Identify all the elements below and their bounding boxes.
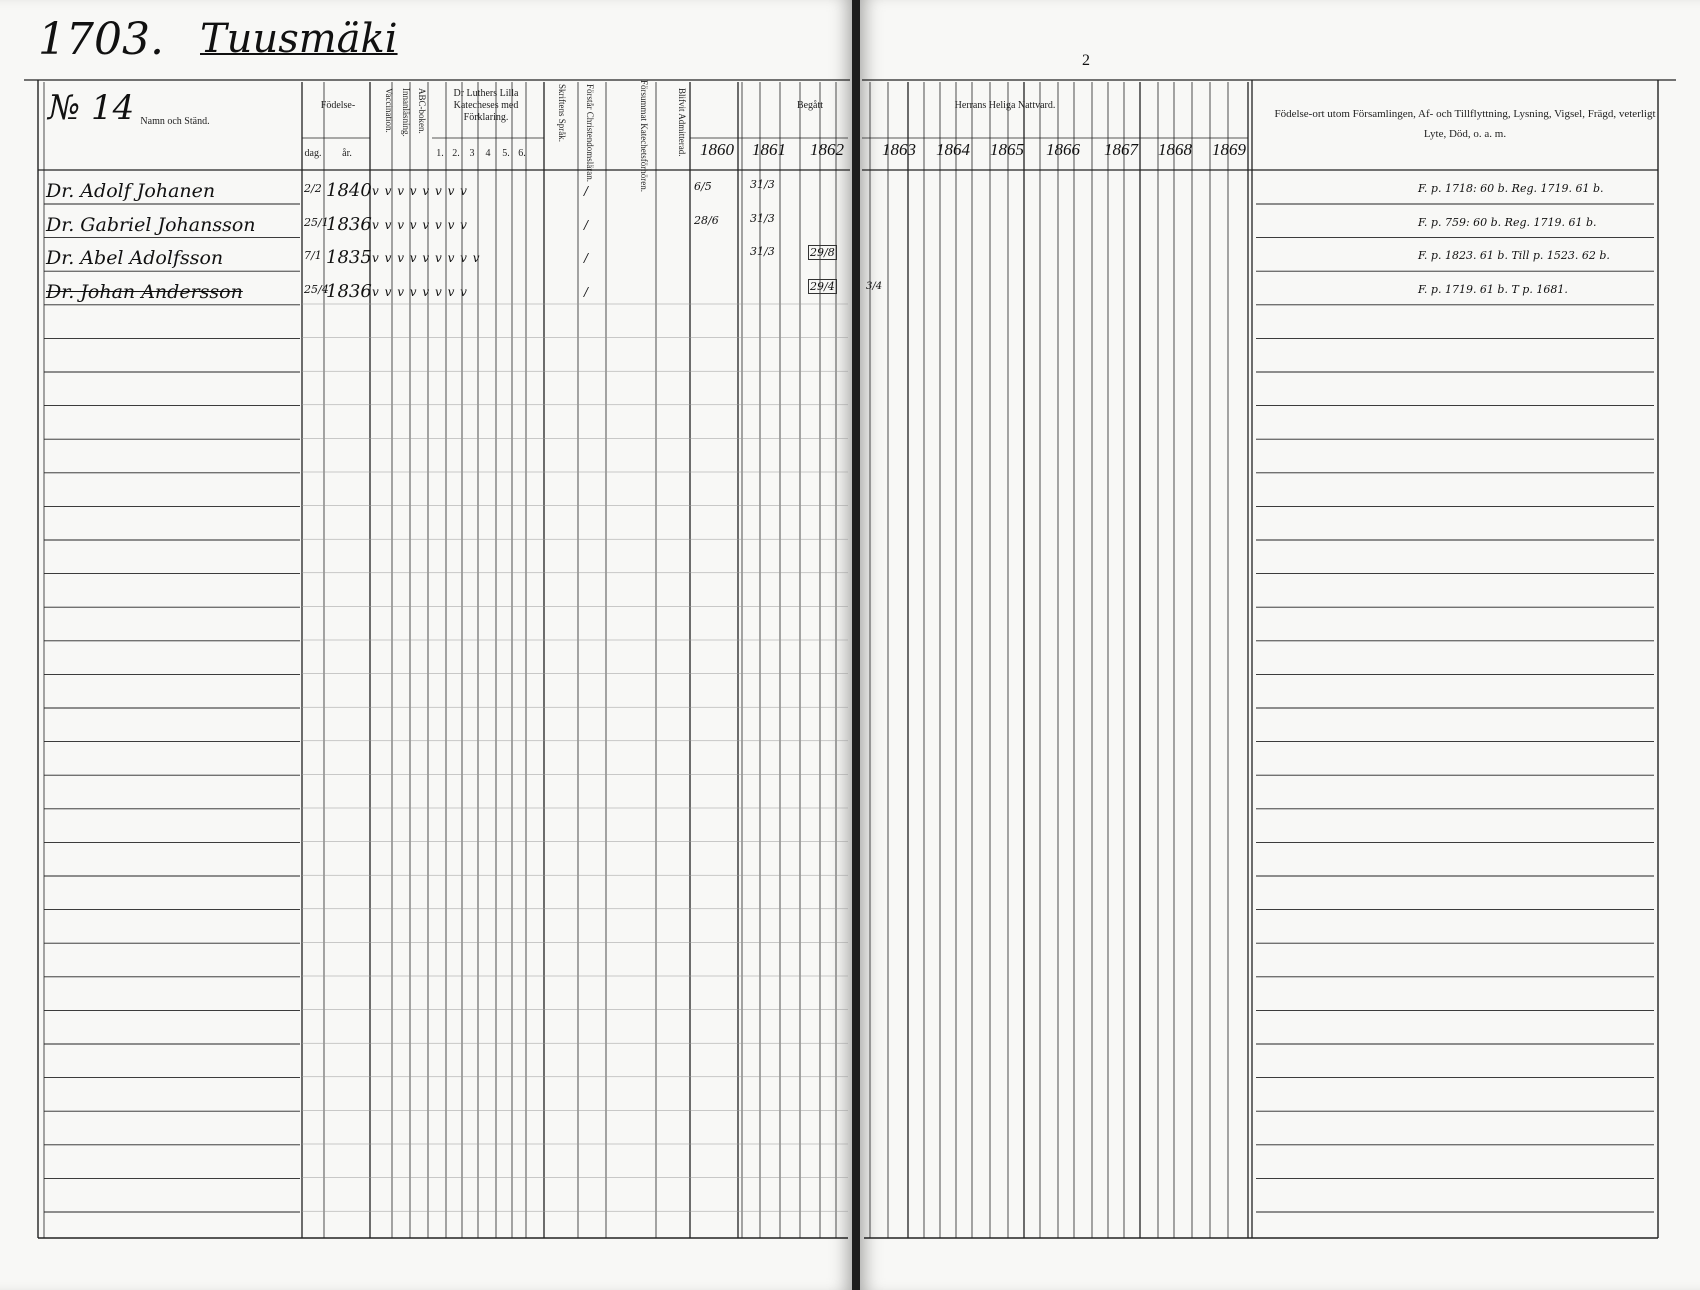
- entry-communion-1861: 31/3: [750, 245, 775, 259]
- entry-birth-day: 25/1: [304, 215, 329, 229]
- entry-understands-mark: /: [584, 284, 589, 299]
- entry-birth-day: 2/2: [304, 182, 322, 195]
- catechism-part-number: 5.: [502, 148, 510, 159]
- entry-understands-mark: /: [584, 217, 589, 232]
- abc-book-label: ABC-boken.: [417, 88, 427, 134]
- year-heading: 1860: [700, 140, 734, 159]
- entry-remark: F. p. 1719. 61 b. T p. 1681.: [1418, 282, 1568, 296]
- entry-marks: v v v v v v v v v: [372, 251, 481, 266]
- entry-remark: F. p. 759: 60 b. Reg. 1719. 61 b.: [1418, 215, 1597, 229]
- entry-name: Dr. Adolf Johanen: [46, 180, 216, 202]
- year-heading: 1868: [1158, 140, 1192, 159]
- year-label: år.: [342, 148, 352, 159]
- number-label: № 14: [48, 88, 135, 128]
- entry-marks: v v v v v v v v: [372, 284, 468, 299]
- year-heading: 1861: [752, 140, 786, 159]
- attended-label: Begått: [796, 100, 824, 111]
- catechism-part-number: 6.: [518, 148, 526, 159]
- entry-communion-1863: 3/4: [866, 280, 883, 292]
- entry-birth-day: 7/1: [304, 249, 322, 263]
- entry-name: Dr. Johan Andersson: [46, 280, 243, 303]
- missed-catechism-label: Försummat Katechetsförhören.: [639, 80, 649, 192]
- catechism-label: Dr Luthers Lilla Katecheses med Förklaring.: [453, 88, 519, 123]
- understands-doctrine-label: Förstår Christendomsläran.: [585, 84, 595, 182]
- entry-marks: v v v v v v v v: [372, 184, 468, 198]
- scripture-language-label: Skriftens Språk.: [557, 84, 567, 142]
- entry-birth-year: 1836: [326, 280, 372, 302]
- year-heading: 1864: [936, 140, 970, 159]
- catechism-part-number: 3: [469, 148, 475, 159]
- year-heading: 1869: [1212, 140, 1246, 159]
- year-heading: 1863: [882, 140, 916, 159]
- entry-name: Dr. Gabriel Johansson: [46, 213, 256, 236]
- entry-name: Dr. Abel Adolfsson: [46, 247, 224, 270]
- name-column-label: Namn och Ständ.: [140, 116, 210, 127]
- entry-birth-day: 25/4: [304, 282, 329, 296]
- year-heading: 1865: [990, 140, 1024, 159]
- entry-communion-1862: 29/4: [810, 279, 835, 293]
- entry-birth-year: 1840: [326, 180, 372, 201]
- entry-communion-1861: 31/3: [750, 211, 775, 225]
- year-heading: 1867: [1104, 140, 1138, 159]
- right-page-number: 2: [1082, 52, 1090, 69]
- catechism-part-number: 1.: [436, 148, 444, 159]
- communion-label: Herrans Heliga Nattvard.: [954, 100, 1056, 111]
- entry-birth-year: 1835: [326, 247, 372, 269]
- entry-communion-1860: 28/6: [694, 213, 719, 227]
- day-label: dag.: [304, 148, 322, 159]
- year-heading: 1866: [1046, 140, 1080, 159]
- vaccination-label: Vaccination.: [384, 88, 394, 133]
- birth-label: Födelse-: [320, 100, 356, 111]
- entry-remark: F. p. 1823. 61 b. Till p. 1523. 62 b.: [1418, 249, 1610, 263]
- entry-remark: F. p. 1718: 60 b. Reg. 1719. 61 b.: [1418, 182, 1604, 195]
- entry-communion-1862: 29/8: [810, 246, 835, 260]
- entry-birth-year: 1836: [326, 213, 372, 235]
- catechism-part-number: 2.: [452, 148, 460, 159]
- entry-marks: v v v v v v v v: [372, 217, 468, 232]
- entry-communion-1861: 31/3: [750, 178, 775, 191]
- year-heading: 1862: [810, 140, 844, 159]
- admitted-label: Blifvit Admitterad.: [677, 88, 687, 157]
- entry-understands-mark: /: [584, 251, 589, 266]
- catechism-part-number: 4: [485, 148, 491, 159]
- reading-label: Innanläsning.: [401, 88, 411, 137]
- entry-understands-mark: /: [584, 184, 589, 198]
- remarks-label: Födelse-ort utom Församlingen, Af- och Tillflyttning, Lysning, Vigsel, Frägd, veterligt Lyte, Död, o. a. m.: [1274, 108, 1656, 140]
- entry-communion-1860: 6/5: [694, 180, 712, 193]
- page-number: 1703.: [38, 14, 164, 65]
- village-name: Tuusmäki: [200, 16, 398, 62]
